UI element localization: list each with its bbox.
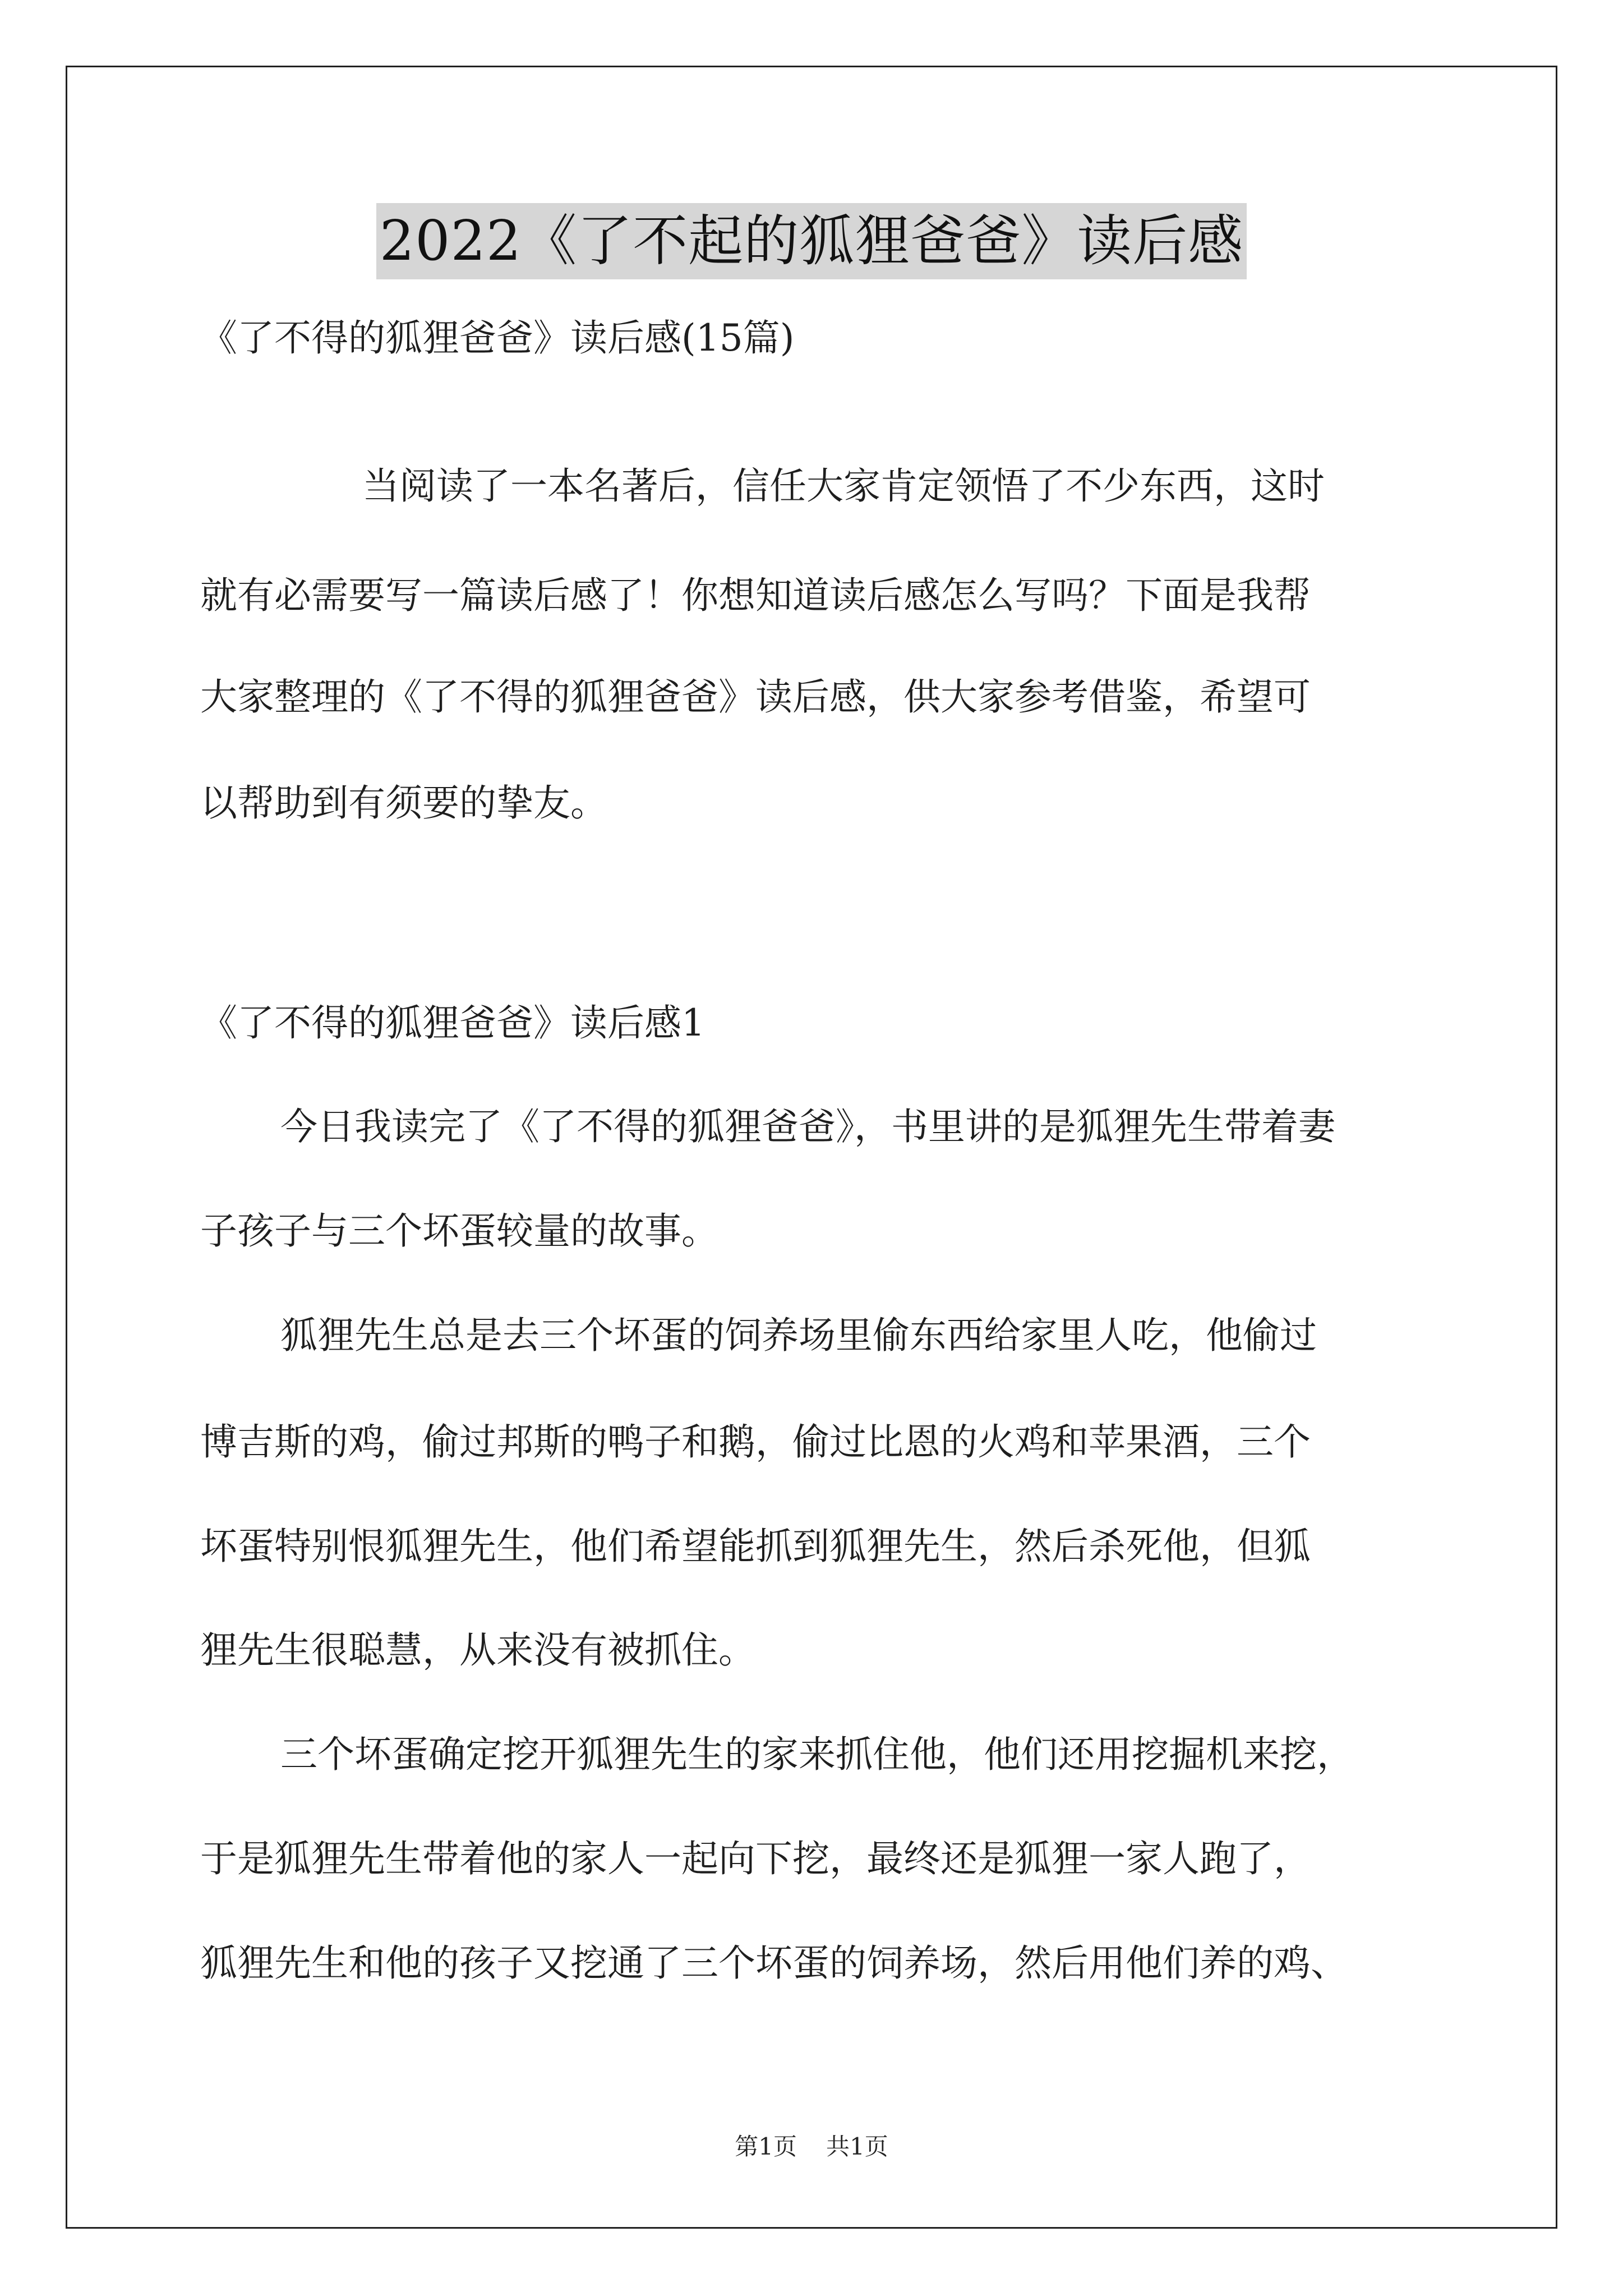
paragraph-line: 于是狐狸先生带着他的家人一起向下挖，最终还是狐狸一家人跑了， [200,1837,1311,1880]
title-wrap [0,203,1623,279]
page-footer [0,2132,1623,2162]
paragraph-line: 狐狸先生总是去三个坏蛋的饲养场里偷东西给家里人吃，他偷过 [280,1314,1317,1357]
paragraph-line: 坏蛋特别恨狐狸先生，他们希望能抓到狐狸先生，然后杀死他，但狐 [200,1525,1311,1568]
paragraph-line: 博吉斯的鸡，偷过邦斯的鸭子和鹅，偷过比恩的火鸡和苹果酒，三个 [200,1420,1311,1464]
document-title: 2022《了不起的狐狸爸爸》读后感 [376,203,1247,279]
intro-line: 就有必需要写一篇读后感了！你想知道读后感怎么写吗？下面是我帮 [200,574,1311,617]
intro-line: 以帮助到有须要的挚友。 [200,781,607,825]
intro-line: 当阅读了一本名著后，信任大家肯定领悟了不少东西，这时 [362,464,1325,508]
intro-line: 大家整理的《了不得的狐狸爸爸》读后感，供大家参考借鉴，希望可 [200,675,1311,719]
page-total: 共1页 [826,2133,888,2160]
document-subtitle: 《了不得的狐狸爸爸》读后感(15篇) [200,316,795,360]
paragraph-line: 今日我读完了《了不得的狐狸爸爸》，书里讲的是狐狸先生带着妻 [280,1105,1335,1148]
paragraph-line: 狸先生很聪慧，从来没有被抓住。 [200,1628,755,1672]
section-heading: 《了不得的狐狸爸爸》读后感1 [200,1001,705,1045]
paragraph-line: 狐狸先生和他的孩子又挖通了三个坏蛋的饲养场，然后用他们养的鸡、 [200,1941,1348,1985]
paragraph-line: 子孩子与三个坏蛋较量的故事。 [200,1209,718,1253]
page-number: 第1页 [735,2133,797,2160]
paragraph-line: 三个坏蛋确定挖开狐狸先生的家来抓住他，他们还用挖掘机来挖， [280,1733,1354,1776]
